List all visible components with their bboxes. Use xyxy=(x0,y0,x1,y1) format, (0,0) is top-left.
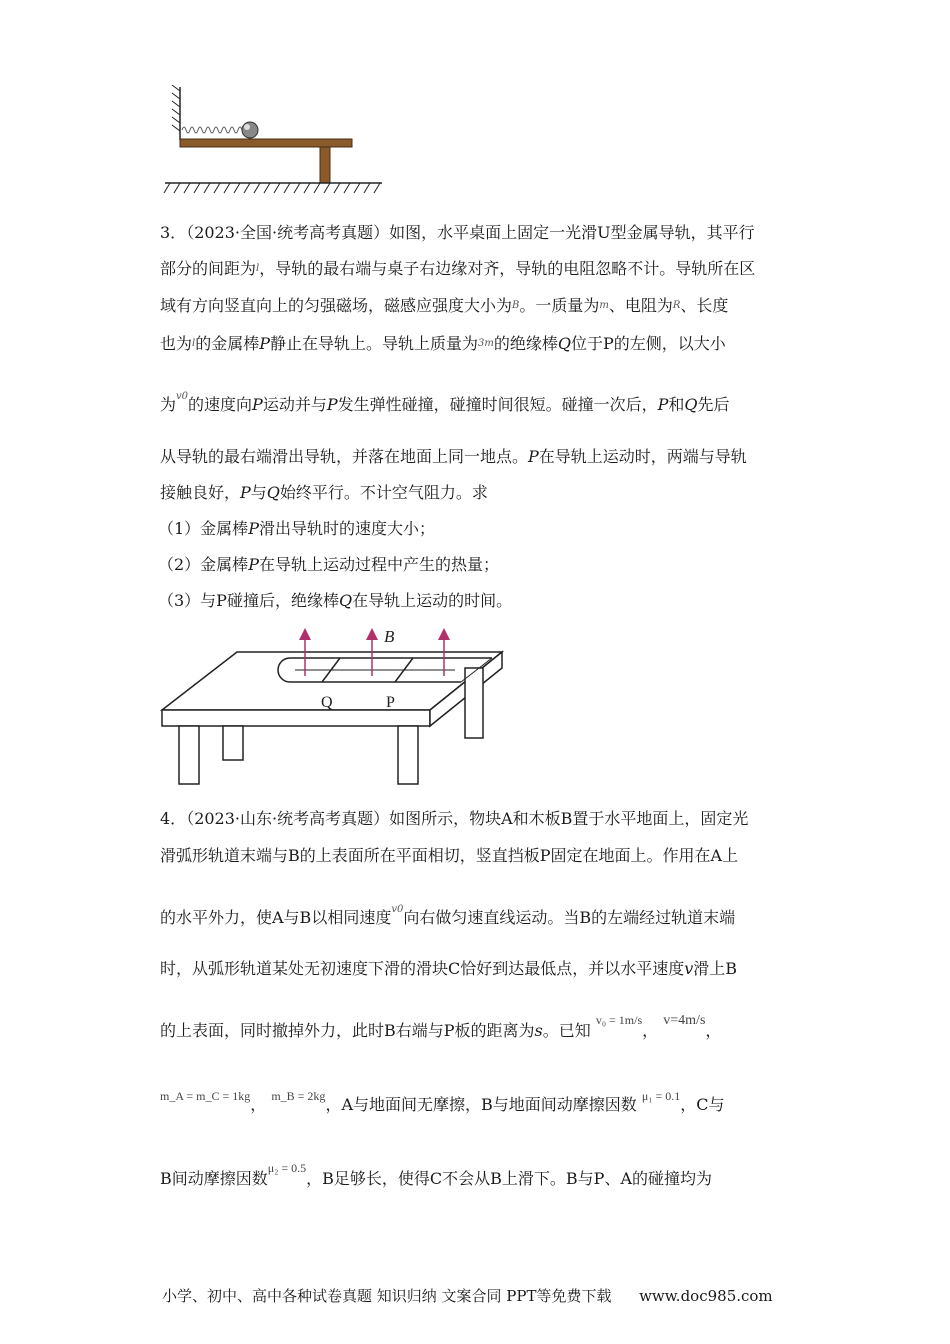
q3-line-5: 为$^{v0}$的速度向P运动并与P发生弹性碰撞，碰撞时间很短。碰撞一次后，P和Q先后 xyxy=(160,391,730,414)
q3-line-6: 从导轨的最右端滑出导轨，并落在地面上同一地点。P在导轨上运动时，两端与导轨 xyxy=(160,447,747,466)
page-footer xyxy=(162,1285,773,1306)
q4-line-4: 时，从弧形轨道某处无初速度下滑的滑块C恰好到达最低点，并以水平速度v滑上B xyxy=(160,959,738,978)
q3-line-2: 部分的间距为$^l$，导轨的最右端与桌子右边缘对齐，导轨的电阻忽略不计。导轨所在区 xyxy=(160,259,756,278)
footer-url[interactable]: www.doc985.com xyxy=(639,1287,773,1305)
q4-line-5: 的上表面，同时撤掉外力，此时B右端与P板的距离为s。已知 $^{v_0 = 1m/s}$， v=4m/s， xyxy=(160,1013,722,1040)
q4-line-3: 的水平外力，使A与B以相同速度$^{v0}$向右做匀速直线运动。当B的左端经过轨道末端 xyxy=(160,904,736,927)
field-label-b: B xyxy=(384,627,395,646)
bar-label-q: Q xyxy=(321,694,333,711)
q3-subquestion-2: （2）金属棒P在导轨上运动过程中产生的热量； xyxy=(158,555,499,574)
spring-table-figure xyxy=(160,85,400,195)
q3-subquestion-3: （3）与P碰撞后，绝缘棒Q在导轨上运动的时间。 xyxy=(158,591,513,610)
q4-line-7: B间动摩擦因数$^{\mu_2 = 0.5}$，B足够长，使得C不会从B上滑下。B与P、A的碰撞均为 xyxy=(160,1161,712,1188)
footer-text: 小学、初中、高中各种试卷真题 知识归纳 文案合同 PPT等免费下载 xyxy=(162,1287,612,1305)
q4-line-6: $^{m\_A = m\_C = 1kg}$， $^{m\_B = 2kg}$，A与地面间无摩擦，B与地面间动摩擦因数 $^{\mu_1 = 0.1}$，C与 xyxy=(160,1089,725,1114)
q4-line-2: 滑弧形轨道末端与B的上表面所在平面相切，竖直挡板P固定在地面上。作用在A上 xyxy=(160,846,739,865)
q4-line-1: 4．（2023·山东·统考高考真题）如图所示，物块A和木板B置于水平地面上，固定光 xyxy=(160,809,749,828)
q3-line-1: 3．（2023·全国·统考高考真题）如图，水平桌面上固定一光滑U型金属导轨，其平行 xyxy=(160,223,755,242)
q3-line-3: 域有方向竖直向上的匀强磁场，磁感应强度大小为$^B$。一质量为$^m$、电阻为$^R$、长度 xyxy=(160,296,729,315)
bar-label-p: P xyxy=(386,694,395,711)
q3-line-4: 也为$^l$的金属棒P静止在导轨上。导轨上质量为$^{3m}$的绝缘棒Q位于P的左侧，以大小 xyxy=(160,334,726,353)
rail-table-figure xyxy=(155,622,515,792)
q3-line-7: 接触良好，P与Q始终平行。不计空气阻力。求 xyxy=(160,483,488,502)
q3-subquestion-1: （1）金属棒P滑出导轨时的速度大小； xyxy=(158,519,435,538)
